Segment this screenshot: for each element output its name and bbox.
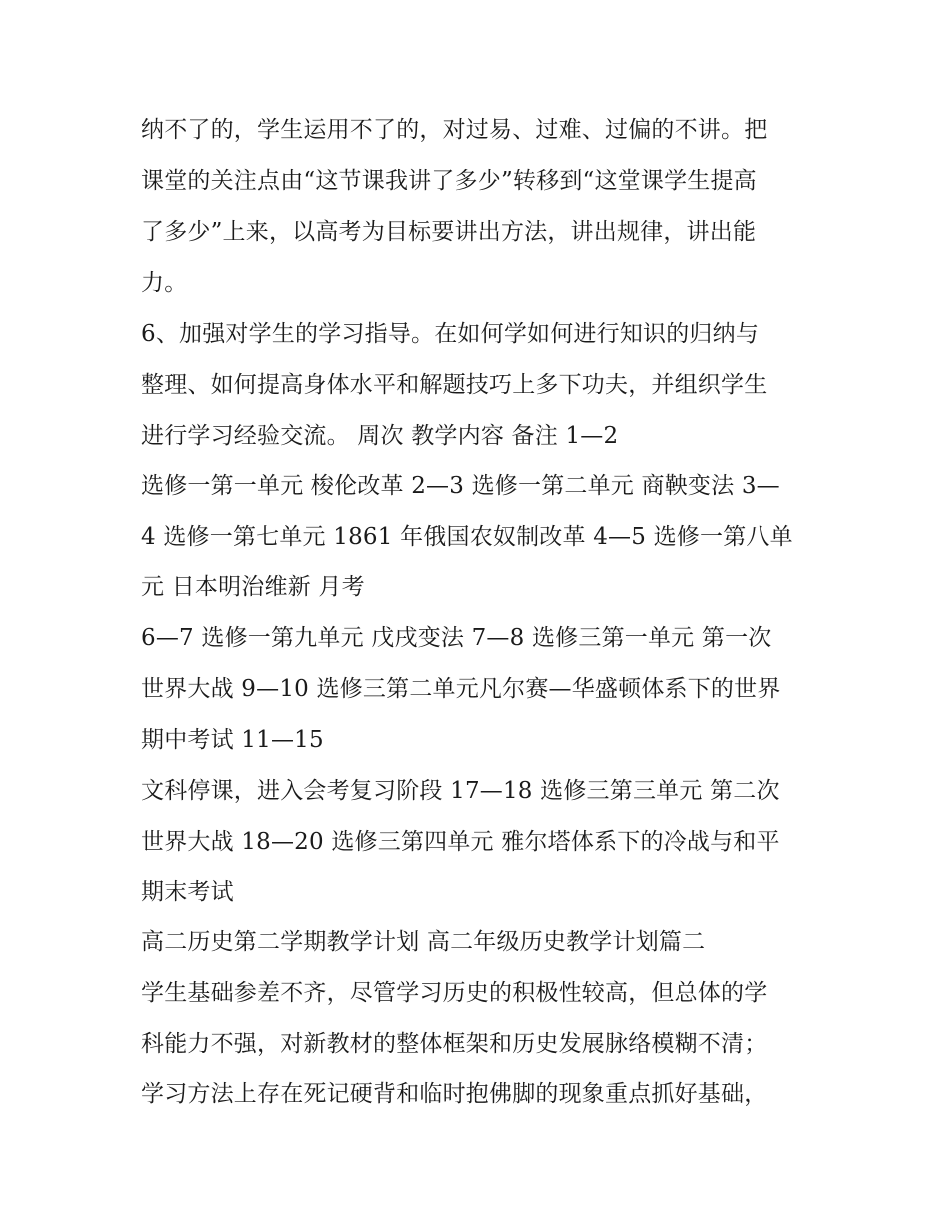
text-line: 期中考试 11—15 xyxy=(141,727,324,753)
text-line: 选修一第一单元 梭伦改革 2—3 选修一第二单元 商鞅变法 3— xyxy=(141,473,780,499)
text-line: 进行学习经验交流。 周次 教学内容 备注 1—2 xyxy=(141,423,619,449)
text-line: 期末考试 xyxy=(141,879,234,905)
text-line: 力。 xyxy=(141,270,188,296)
text-line: 世界大战 18—20 选修三第四单元 雅尔塔体系下的冷战与和平 xyxy=(141,829,780,855)
text-line: 科能力不强，对新教材的整体框架和历史发展脉络模糊不清； xyxy=(141,1031,768,1057)
text-line: 纳不了的，学生运用不了的，对过易、过难、过偏的不讲。把 xyxy=(141,117,768,143)
text-line: 6、加强对学生的学习指导。在如何学如何进行知识的归纳与 xyxy=(141,321,760,347)
text-line: 整理、如何提高身体水平和解题技巧上多下功夫，并组织学生 xyxy=(141,372,768,398)
text-line: 高二历史第二学期教学计划 高二年级历史教学计划篇二 xyxy=(141,929,706,955)
text-line: 学习方法上存在死记硬背和临时抱佛脚的现象重点抓好基础， xyxy=(141,1081,768,1107)
text-line: 元 日本明治维新 月考 xyxy=(141,574,365,600)
text-line: 4 选修一第七单元 1861 年俄国农奴制改革 4—5 选修一第八单 xyxy=(141,524,793,550)
text-line: 学生基础参差不齐，尽管学习历史的积极性较高，但总体的学 xyxy=(141,980,768,1006)
text-line: 6—7 选修一第九单元 戊戌变法 7—8 选修三第一单元 第一次 xyxy=(141,625,772,651)
text-line: 了多少”上来，以高考为目标要讲出方法，讲出规律，讲出能 xyxy=(141,219,757,245)
text-line: 文科停课，进入会考复习阶段 17—18 选修三第三单元 第二次 xyxy=(141,778,780,804)
text-line: 世界大战 9—10 选修三第二单元凡尔赛—华盛顿体系下的世界 xyxy=(141,676,781,702)
text-line: 课堂的关注点由“这节课我讲了多少”转移到“这堂课学生提高 xyxy=(141,168,757,194)
